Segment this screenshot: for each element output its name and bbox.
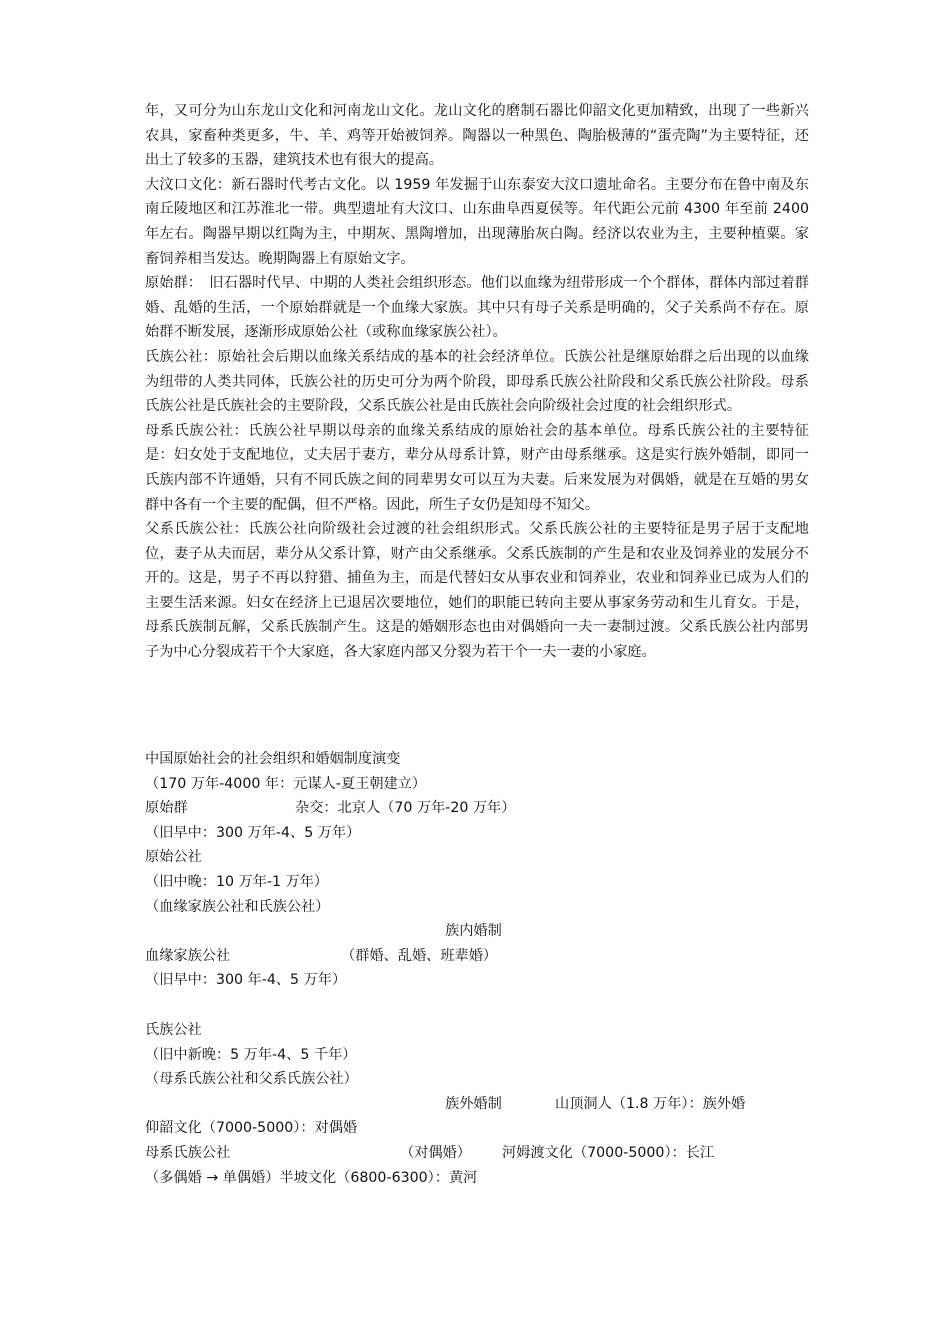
label-yangshao: 仰韶文化（7000-5000）：对偶婚	[145, 1120, 358, 1137]
label-muxi: 母系氏族公社	[145, 1144, 231, 1161]
paragraph-dawenkou: 大汶口文化：新石器时代考古文化。以 1959 年发掘于山东泰安大汶口遗址命名。主要分布在鲁中南及东南丘陵地区和江苏淮北一带。典型遗址有大汶口、山东曲阜西夏侯等。年代距公元前 4300 年至前 2400 年左右。陶器早期以红陶为主，中期灰、黑陶增加，出现薄胎灰白陶。经济以农业为主，主要种植粟。家畜饲养相当发达。晚期陶器上有原始文字。	[145, 176, 809, 267]
document-body	[145, 99, 809, 665]
paragraph-muxi: 母系氏族公社：氏族公社早期以母亲的血缘关系结成的原始社会的基本单位。母系氏族公社的主要特征是：妇女处于支配地位，丈夫居于妻方，辈分从母系计算，财产由母系继承。这是实行族外婚制，即同一氏族内部不许通婚，只有不同氏族之间的同辈男女可以互为夫妻。后来发展为对偶婚，就是在互婚的男女群中各有一个主要的配偶，但不严格。因此，所生子女仍是知母不知父。	[145, 422, 809, 513]
label-zunei: 族内婚制	[445, 923, 502, 940]
label-duoou: （多偶婚 → 单偶婚）半坡文化（6800-6300）：黄河	[145, 1169, 478, 1186]
paragraph-fuxi: 父系氏族公社：氏族公社向阶级社会过渡的社会组织形式。父系氏族公社的主要特征是男子居于支配地位，妻子从夫而居，辈分从父系计算，财产由父系继承。父系氏族制的产生是和农业及饲养业的发展分不开的。这是，男子不再以狩猎、捕鱼为主，而是代替妇女从事农业和饲养业，农业和饲养业已成为人们的主要生活来源。妇女在经济上已退居次要地位，她们的职能已转向主要从事家务劳动和生儿育女。于是，母系氏族制瓦解，父系氏族制产生。这是的婚姻形态也由对偶婚向一夫一妻制过渡。父系氏族公社内部男子为中心分裂成若干个大家庭，各大家庭内部又分裂为若干个一夫一妻的小家庭。	[145, 521, 809, 661]
label-duiou: （对偶婚）	[400, 1144, 471, 1161]
note-2: （母系氏族公社和父系氏族公社）	[145, 1071, 358, 1088]
label-shizu: 氏族公社	[145, 1021, 202, 1038]
period-1: （旧早中：300 万年-4、5 万年）	[145, 824, 361, 841]
paragraph-shizu-gongshe: 氏族公社：原始社会后期以血缘关系结成的基本的社会经济单位。氏族公社是继原始群之后出现的以血缘为纽带的人类共同体，氏族公社的历史可分为两个阶段，即母系氏族公社阶段和父系氏族公社阶段。母系氏族公社是氏族社会的主要阶段，父系氏族公社是由氏族社会向阶级社会过度的社会组织形式。	[145, 348, 809, 415]
label-yuanshi-gongshe: 原始公社	[145, 849, 202, 866]
outline-title: 中国原始社会的社会组织和婚姻制度演变	[145, 751, 401, 767]
paragraph-yuanshiqun: 原始群： 旧石器时代早、中期的人类社会组织形态。他们以血缘为纽带形成一个个群体，群体内部过着群婚、乱婚的生活，一个原始群就是一个血缘大家族。其中只有母子关系是明确的，父子关系尚不存在。原始群不断发展，逐渐形成原始公社（或称血缘家族公社）。	[145, 275, 809, 341]
outline-span: （170 万年-4000 年：元谋人-夏王朝建立）	[145, 775, 427, 792]
paragraph-longshan: 年，又可分为山东龙山文化和河南龙山文化。龙山文化的磨制石器比仰韶文化更加精致，出现了一些新兴农具，家畜种类更多，牛、羊、鸡等开始被饲养。陶器以一种黑色、陶胎极薄的“蛋壳陶”为主要特征，还出土了较多的玉器，建筑技术也有很大的提高。	[145, 103, 809, 169]
period-4: （旧中新晚：5 万年-4、5 千年）	[145, 1046, 357, 1063]
blank-line	[145, 993, 809, 1018]
note-1: （血缘家族公社和氏族公社）	[145, 898, 330, 915]
label-yuanshiqun: 原始群	[145, 800, 188, 817]
period-3: （旧早中：300 年-4、5 万年）	[145, 972, 347, 989]
evolution-outline	[145, 747, 809, 1190]
label-zuwai: 族外婚制	[445, 1095, 502, 1112]
label-xueyuan: 血缘家族公社	[145, 947, 231, 964]
label-qunhun: （群婚、乱婚、班辈婚）	[341, 947, 498, 964]
label-shanding: 山顶洞人（1.8 万年）：族外婚	[555, 1095, 746, 1112]
label-zajiao: 杂交：北京人（70 万年-20 万年）	[295, 800, 516, 817]
period-2: （旧中晚：10 万年-1 万年）	[145, 873, 329, 890]
label-hemudu: 河姆渡文化（7000-5000）：长江	[502, 1144, 715, 1161]
